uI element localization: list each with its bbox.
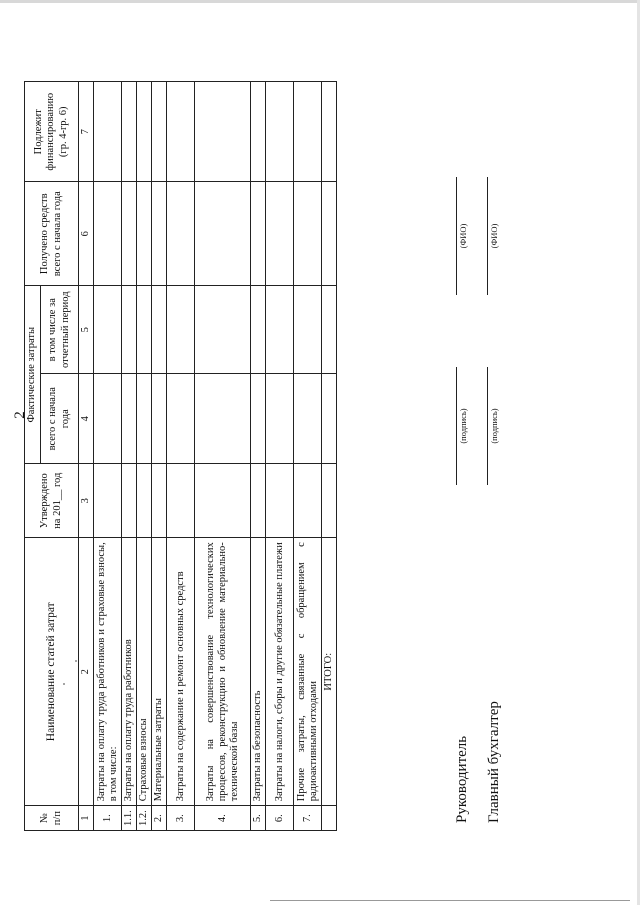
cell-to-finance [152,82,167,182]
cell-actual-period [195,286,251,374]
row-number: 7. [294,806,322,831]
total-label: ИТОГО: [322,538,337,806]
cell-approved [322,464,337,538]
row-name: Страховые взносы [137,538,152,806]
cell-received [195,182,251,286]
cell-actual-total [294,374,322,464]
cell-actual-period [137,286,152,374]
cell-actual-period [94,286,122,374]
table-row [266,82,294,831]
cell-approved [167,464,195,538]
expense-table [24,81,337,831]
cell-to-finance [122,82,137,182]
column-number: 2 [79,538,94,806]
row-number: 2. [152,806,167,831]
cell-approved [266,464,294,538]
row-number: 1.2. [137,806,152,831]
row-name: Затраты на безопасность [251,538,266,806]
cell-actual-total [266,374,294,464]
cell-approved [122,464,137,538]
cell-to-finance [251,82,266,182]
cell-actual-total [251,374,266,464]
accountant-signature-line [487,367,488,485]
head-signature-caption: (подпись) [458,408,468,444]
chief-accountant-label: Главный бухгалтер [486,701,502,823]
row-name: Затраты на налоги, сборы и другие обязательные платежи [266,538,294,806]
cell-to-finance [266,82,294,182]
table-row [251,82,266,831]
header-name: Наименование статей затрат [25,538,79,806]
cell-to-finance [294,82,322,182]
header-row-1 [25,82,41,831]
cell-received [167,182,195,286]
column-number-row [79,82,94,831]
table-row [167,82,195,831]
row-number: 1.1. [122,806,137,831]
cell-approved [137,464,152,538]
cell-to-finance [322,82,337,182]
row-name: Затраты на оплату труда работников [122,538,137,806]
column-number: 6 [79,182,94,286]
cell-received [294,182,322,286]
cell-actual-period [251,286,266,374]
cell-to-finance [94,82,122,182]
accountant-signature-caption: (подпись) [489,408,499,444]
row-name: Затраты на содержание и ремонт основных средств [167,538,195,806]
cell-received [322,182,337,286]
cell-received [137,182,152,286]
cell-approved [195,464,251,538]
table-row [137,82,152,831]
signature-area [440,35,580,835]
cell-approved [94,464,122,538]
column-number: 3 [79,464,94,538]
cell-actual-total [195,374,251,464]
cell-approved [152,464,167,538]
table-row [294,82,322,831]
accountant-name-caption: (ФИО) [489,223,499,249]
row-number: 4. [195,806,251,831]
row-name: Прочие затраты, связанные с обращением с радиоактивными отходами [294,538,322,806]
row-name: Затраты на оплату труда работников и страховые взносы, в том числе: [94,538,122,806]
cell-received [251,182,266,286]
row-number: 6. [266,806,294,831]
head-name-caption: (ФИО) [458,223,468,249]
cell-actual-period [266,286,294,374]
row-name: Материальные затраты [152,538,167,806]
table-row [122,82,137,831]
cell-actual-period [152,286,167,374]
row-number: 3. [167,806,195,831]
cell-received [122,182,137,286]
column-number: 5 [79,286,94,374]
table-row [195,82,251,831]
head-signature-line [456,367,457,485]
cell-actual-period [294,286,322,374]
page-number: 2 [12,411,28,419]
total-row [322,82,337,831]
cell-to-finance [195,82,251,182]
head-name-line [456,177,457,295]
row-number: 1. [94,806,122,831]
cell-actual-total [94,374,122,464]
cell-actual-total [322,374,337,464]
header-actual-period: в том числе за отчетный период [41,286,79,374]
column-number: 7 [79,82,94,182]
column-number: 4 [79,374,94,464]
header-received: Получено средств всего с начала года [25,182,79,286]
cell-to-finance [167,82,195,182]
header-to-finance: Подлежит финансированию (гр. 4-гр. 6) [25,82,79,182]
cell-approved [294,464,322,538]
table-row [94,82,122,831]
header-num: № п/п [25,806,79,831]
header-approved: Утверждено на 201__ год [25,464,79,538]
row-number: 5. [251,806,266,831]
cell-actual-total [167,374,195,464]
cell-actual-total [122,374,137,464]
cell-actual-period [322,286,337,374]
cell-to-finance [137,82,152,182]
accountant-name-line [487,177,488,295]
cell-approved [251,464,266,538]
row-name: Затраты на совершенствование технологических процессов, реконструкцию и обновление материально-технической базы [195,538,251,806]
cell-received [152,182,167,286]
cell-actual-total [137,374,152,464]
column-number: 1 [79,806,94,831]
cell-actual-total [152,374,167,464]
cell-received [94,182,122,286]
cell-actual-period [122,286,137,374]
total-num-cell [322,806,337,831]
cell-received [266,182,294,286]
cell-actual-period [167,286,195,374]
table-row [152,82,167,831]
header-actual-total: всего с начала года [41,374,79,464]
head-label: Руководитель [454,735,470,823]
header-actual-group: Фактические затраты [25,286,41,464]
